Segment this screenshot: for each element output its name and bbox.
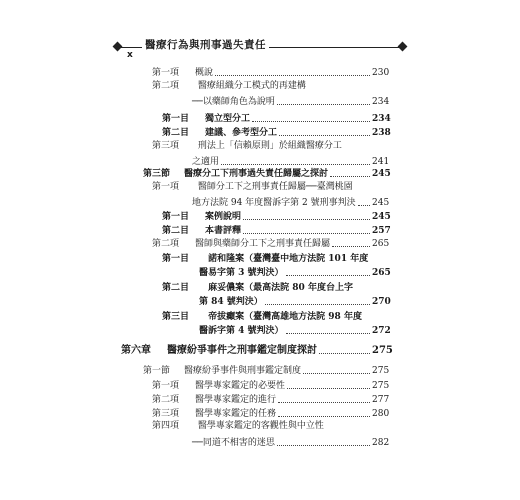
toc-entry [152, 181, 353, 193]
header-diamond-left [113, 42, 123, 52]
entry-title: 醫師分工下之刑事責任歸屬──臺灣桃園 [197, 182, 353, 192]
entry-page: 230 [372, 68, 390, 78]
entry-label: 第一目 [162, 114, 190, 124]
entry-page: 272 [372, 326, 391, 336]
leader-dots [278, 416, 370, 417]
entry-label: 第四項 [152, 421, 180, 431]
leader-dots [332, 246, 370, 247]
entry-title: 諾和隆案（臺灣臺中地方法院 101 年度 [208, 254, 369, 264]
entry-label: 第二目 [162, 128, 190, 138]
entry-page: 265 [372, 239, 390, 249]
entry-title: 醫療紛爭事件與刑事鑑定制度 [184, 366, 302, 376]
toc-entry [152, 67, 388, 79]
entry-title: 帝拔癲案（臺灣高雄地方法院 98 年度 [208, 312, 362, 322]
leader-dots [319, 353, 370, 354]
entry-label: 第一目 [162, 212, 190, 222]
entry-page: 234 [372, 97, 390, 107]
entry-title: 概說 [195, 68, 214, 78]
entry-title: 獨立型分工 [205, 114, 251, 124]
book-title: 醫療行為與刑事過失責任 [142, 37, 269, 52]
entry-label: 第二目 [162, 283, 190, 293]
entry-page: 270 [372, 297, 391, 307]
entry-title: 醫學專家鑑定的進行 [195, 395, 277, 405]
leader-dots [252, 121, 370, 122]
entry-title: 醫學專家鑑定的任務 [195, 409, 277, 419]
leader-dots [243, 233, 370, 234]
leader-dots [277, 104, 370, 105]
entry-label: 第一目 [162, 254, 190, 264]
leader-dots [277, 445, 370, 446]
leader-dots [243, 219, 370, 220]
entry-title: 醫易字第 3 號判決） [199, 268, 284, 278]
entry-title: 醫療紛爭事件之刑事鑑定制度探討 [167, 345, 317, 356]
entry-title: 醫師與藥師分工下之刑事責任歸屬 [195, 239, 331, 249]
toc-entry [199, 325, 391, 337]
entry-page: 257 [372, 226, 391, 236]
entry-page: 275 [372, 366, 390, 376]
toc-entry [152, 394, 388, 406]
leader-dots [279, 135, 370, 136]
leader-dots [303, 373, 370, 374]
entry-label: 第一節 [143, 366, 171, 376]
leader-dots [215, 75, 370, 76]
leader-dots [278, 402, 370, 403]
entry-label: 第一項 [152, 182, 180, 192]
toc-entry [192, 437, 388, 449]
toc-entry [162, 311, 362, 323]
entry-page: 277 [372, 395, 390, 405]
entry-page: 265 [372, 268, 391, 278]
leader-dots [286, 275, 370, 276]
page-number: x [127, 50, 133, 60]
leader-dots [330, 176, 370, 177]
entry-title: 之適用 [192, 157, 220, 167]
toc-entry [162, 127, 391, 139]
entry-title: 地方法院 94 年度醫訴字第 2 號刑事判決 [192, 198, 356, 208]
entry-label: 第三項 [152, 141, 180, 151]
entry-label: 第二項 [152, 239, 180, 249]
header-diamond-right [398, 42, 408, 52]
toc-entry [152, 408, 388, 420]
entry-title: 醫療分工下刑事過失責任歸屬之探討 [184, 169, 329, 179]
entry-label: 第三目 [162, 312, 190, 322]
toc-entry [143, 168, 391, 180]
entry-page: 280 [372, 409, 390, 419]
entry-title: 第 84 號判決） [199, 297, 263, 307]
toc-entry [192, 197, 388, 209]
entry-label: 第一項 [152, 381, 180, 391]
entry-title: 醫療組織分工模式的再建構 [197, 81, 306, 91]
entry-label: 第二項 [152, 395, 180, 405]
leader-dots [286, 333, 370, 334]
entry-page: 245 [372, 212, 391, 222]
entry-title: ──以藥師角色為說明 [192, 97, 275, 107]
toc-entry [152, 140, 342, 152]
entry-title: 醫學專家鑑定的客觀性與中立性 [197, 421, 324, 431]
leader-dots [358, 205, 370, 206]
toc-entry [192, 156, 388, 168]
entry-page: 241 [372, 157, 390, 167]
leader-dots [287, 388, 370, 389]
entry-page: 238 [372, 128, 391, 138]
entry-label: 第三項 [152, 409, 180, 419]
toc-entry [162, 211, 391, 223]
entry-label: 第三節 [143, 169, 171, 179]
toc-entry [162, 282, 353, 294]
entry-title: 麻妥儂案（最高法院 80 年度台上字 [208, 283, 353, 293]
entry-page: 275 [372, 381, 390, 391]
entry-title: ──同道不相害的迷思 [192, 438, 275, 448]
entry-title: 刑法上「信賴原則」於組織醫療分工 [197, 141, 342, 151]
toc-entry [152, 420, 324, 432]
toc-entry [162, 253, 368, 265]
entry-title: 建議、參考型分工 [205, 128, 278, 138]
toc-entry [162, 225, 391, 237]
entry-title: 醫訴字第 4 號判決） [199, 326, 284, 336]
entry-title: 醫學專家鑑定的必要性 [195, 381, 286, 391]
entry-title: 本書評釋 [205, 226, 242, 236]
leader-dots [221, 164, 370, 165]
entry-page: 275 [372, 345, 393, 356]
entry-label: 第六章 [121, 345, 151, 356]
entry-page: 245 [372, 169, 391, 179]
entry-label: 第二項 [152, 81, 180, 91]
toc-entry [143, 365, 388, 377]
entry-page: 234 [372, 114, 391, 124]
toc-entry [199, 296, 391, 308]
entry-label: 第一項 [152, 68, 180, 78]
toc-chapter-entry [121, 345, 393, 357]
toc-entry [152, 80, 306, 92]
entry-title: 案例說明 [205, 212, 242, 222]
leader-dots [265, 304, 370, 305]
entry-page: 245 [372, 198, 390, 208]
entry-page: 282 [372, 438, 390, 448]
toc-entry [152, 380, 388, 392]
toc-entry [192, 96, 388, 108]
entry-label: 第二目 [162, 226, 190, 236]
toc-entry [162, 113, 391, 125]
toc-entry [199, 267, 391, 279]
toc-entry [152, 238, 388, 250]
